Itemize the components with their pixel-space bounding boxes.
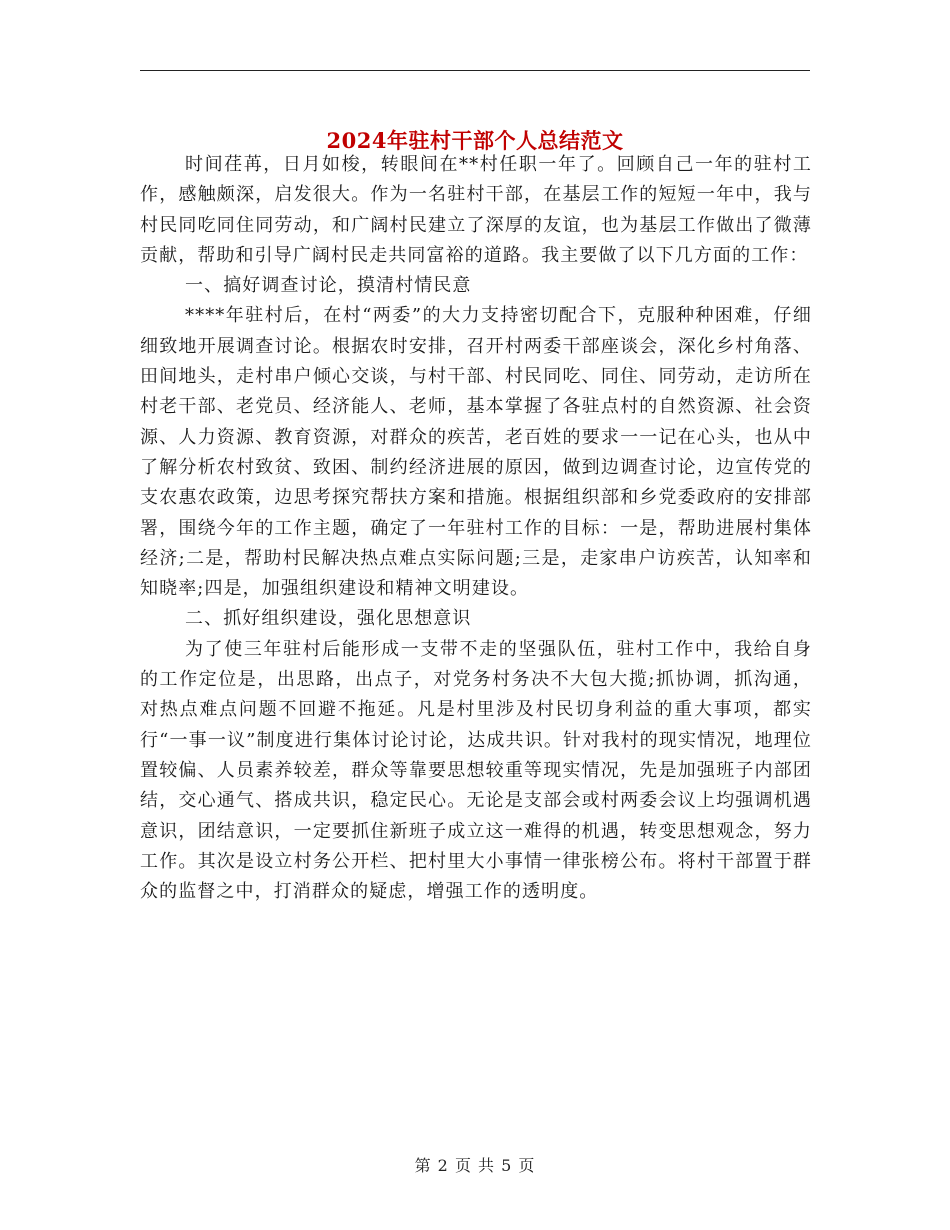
page-number: 第 2 页 共 5 页 (414, 1156, 536, 1175)
document-title: 2024年驻村干部个人总结范文 (326, 128, 624, 154)
paragraph-intro: 时间荏苒，日月如梭，转眼间在**村任职一年了。回顾自己一年的驻村工作，感触颇深，启发很大。作为一名驻村干部，在基层工作的短短一年中，我与村民同吃同住同劳动，和广阔村民建立了深厚的友谊，也为基层工作做出了微薄贡献，帮助和引导广阔村民走共同富裕的道路。我主要做了以下几方面的工作： (140, 154, 812, 266)
section-heading-2: 二、抓好组织建设，强化思想意识 (185, 608, 472, 630)
header-rule (140, 70, 810, 71)
paragraph-section-1: ****年驻村后，在村“两委”的大力支持密切配合下，克服种种困难，仔细细致地开展调查讨论。根据农时安排，召开村两委干部座谈会，深化乡村角落、田间地头，走村串户倾心交谈，与村干部、村民同吃、同住、同劳动，走访所在村老干部、老党员、经济能人、老师，基本掌握了各驻点村的自然资源、社会资源、人力资源、教育资源，对群众的疾苦，老百姓的要求一一记在心头，也从中了解分析农村致贫、致困、制约经济进展的原因，做到边调查讨论，边宣传党的支农惠农政策，边思考探究帮扶方案和措施。根据组织部和乡党委政府的安排部署，围绕今年的工作主题，确定了一年驻村工作的目标：一是，帮助进展村集体经济;二是，帮助村民解决热点难点实际问题;三是，走家串户访疾苦，认知率和知晓率;四是，加强组织建设和精神文明建设。 (140, 305, 812, 600)
section-heading-1: 一、搞好调查讨论，摸清村情民意 (185, 275, 472, 297)
paragraph-section-2: 为了使三年驻村后能形成一支带不走的坚强队伍，驻村工作中，我给自身的工作定位是，出思路，出点子，对党务村务决不大包大揽;抓协调，抓沟通，对热点难点问题不回避不拖延。凡是村里涉及村民切身利益的重大事项，都实行“一事一议”制度进行集体讨论讨论，达成共识。针对我村的现实情况，地理位置较偏、人员素养较差，群众等靠要思想较重等现实情况，先是加强班子内部团结，交心通气、搭成共识，稳定民心。无论是支部会或村两委会议上均强调机遇意识，团结意识，一定要抓住新班子成立这一难得的机遇，转变思想观念，努力工作。其次是设立村务公开栏、把村里大小事情一律张榜公布。将村干部置于群众的监督之中，打消群众的疑虑，增强工作的透明度。 (140, 638, 812, 903)
document-body (140, 150, 812, 907)
